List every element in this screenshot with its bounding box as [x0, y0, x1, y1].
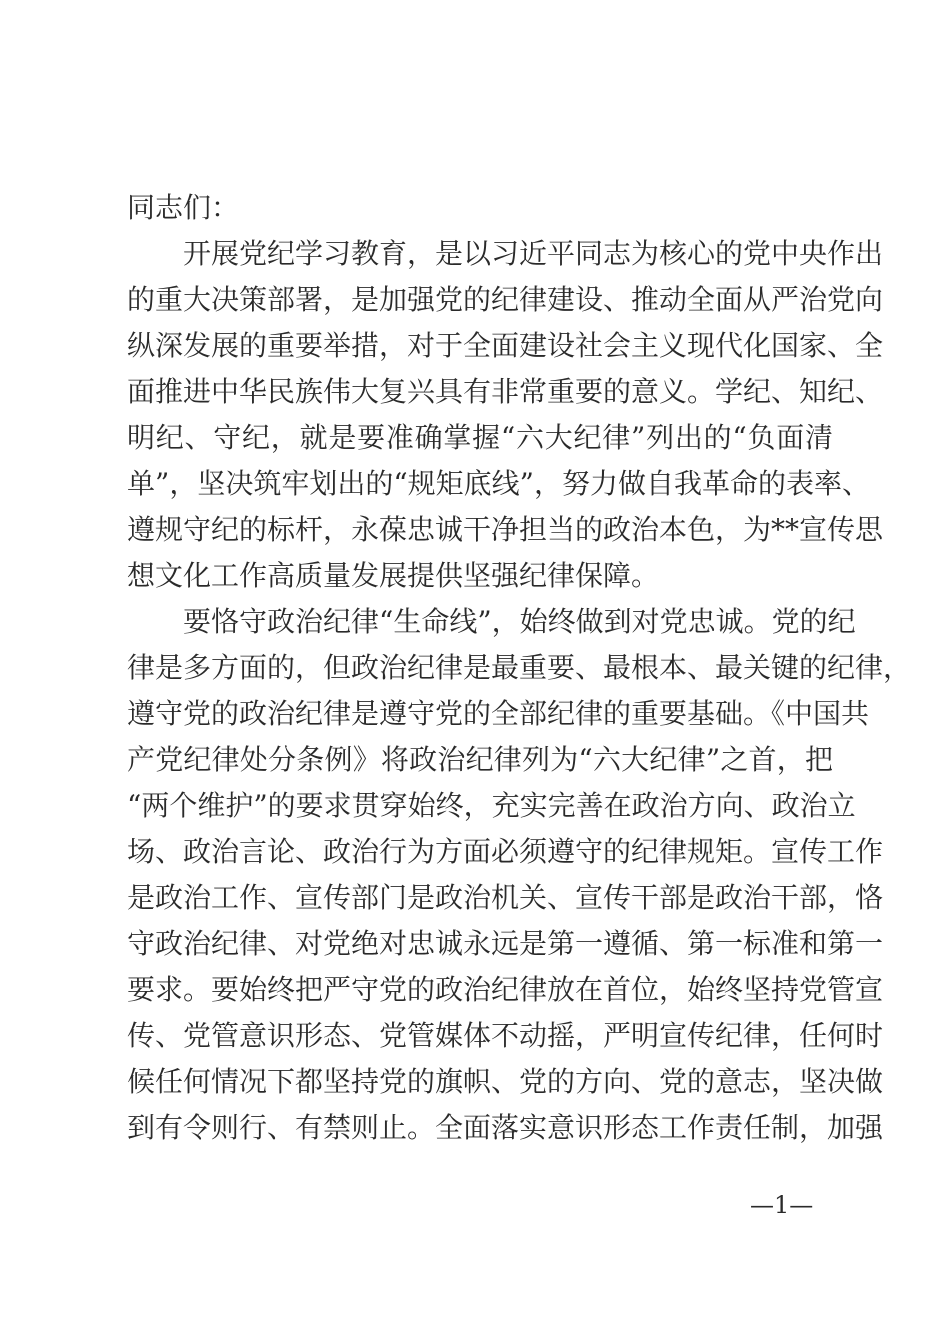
- salutation: 同志们：: [127, 191, 240, 224]
- text-line: 传、党管意识形态、党管媒体不动摇，严明宣传纪律，任何时: [127, 1019, 884, 1052]
- text-line: 要恪守政治纪律“生命线”，始终做到对党忠诚。党的纪: [127, 605, 856, 638]
- text-line: 是政治工作、宣传部门是政治机关、宣传干部是政治干部，恪: [127, 881, 884, 914]
- text-line: “两个维护”的要求贯穿始终，充实完善在政治方向、政治立: [127, 789, 856, 822]
- text-line: 遵守党的政治纪律是遵守党的全部纪律的重要基础。《中国共: [127, 697, 870, 730]
- text-line: 单”，坚决筑牢划出的“规矩底线”，努力做自我革命的表率、: [127, 467, 870, 500]
- text-line: 到有令则行、有禁则止。全面落实意识形态工作责任制，加强: [127, 1111, 884, 1144]
- text-line: 场、政治言论、政治行为方面必须遵守的纪律规矩。宣传工作: [127, 835, 884, 868]
- text-line: 面推进中华民族伟大复兴具有非常重要的意义。学纪、知纪、: [127, 375, 884, 408]
- text-line: 候任何情况下都坚持党的旗帜、党的方向、党的意志，坚决做: [127, 1065, 884, 1098]
- text-line: 想文化工作高质量发展提供坚强纪律保障。: [127, 559, 660, 592]
- text-line: 守政治纪律、对党绝对忠诚永远是第一遵循、第一标准和第一: [127, 927, 884, 960]
- text-line: 开展党纪学习教育，是以习近平同志为核心的党中央作出: [127, 237, 884, 270]
- text-line: 律是多方面的，但政治纪律是最重要、最根本、最关键的纪律，: [127, 651, 912, 684]
- text-line: 的重大决策部署，是加强党的纪律建设、推动全面从严治党向: [127, 283, 884, 316]
- text-line: 要求。要始终把严守党的政治纪律放在首位，始终坚持党管宣: [127, 973, 884, 1006]
- text-line: 遵规守纪的标杆，永葆忠诚干净担当的政治本色，为**宣传思: [127, 513, 884, 546]
- text-line: 纵深发展的重要举措，对于全面建设社会主义现代化国家、全: [127, 329, 884, 362]
- text-line: 产党纪律处分条例》将政治纪律列为“六大纪律”之首，把: [127, 743, 833, 776]
- document-body: [127, 185, 912, 1151]
- page-number: —1—: [750, 1191, 814, 1219]
- text-line: 明纪、守纪，就是要准确掌握“六大纪律”列出的“负面清: [127, 421, 833, 454]
